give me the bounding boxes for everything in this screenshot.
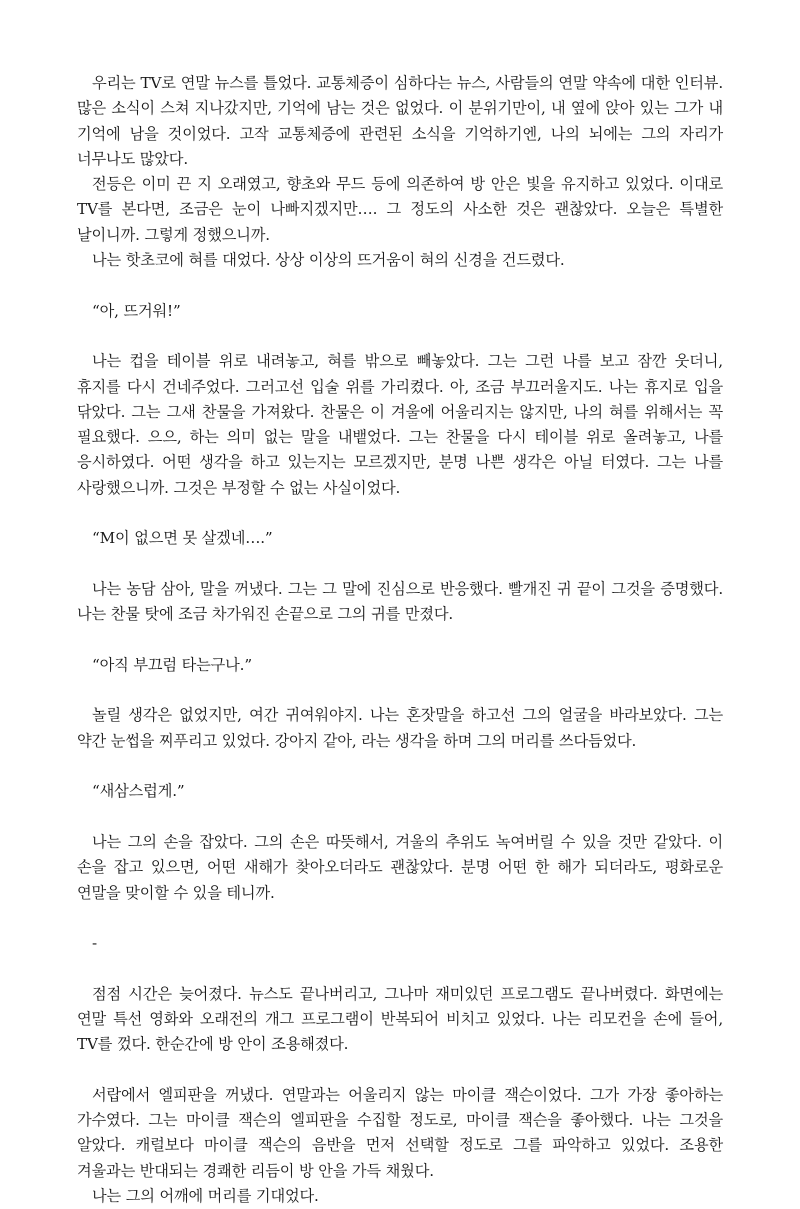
blank-line [77, 1058, 723, 1083]
paragraph-puppy: 놀릴 생각은 없었지만, 여간 귀여워야지. 나는 혼잣말을 하고선 그의 얼굴을 바라보았다. 그는 약간 눈썹을 찌푸리고 있었다. 강아지 같아, 라는 생각을 하며 그의 머리를 쓰다듬었다. [77, 706, 723, 750]
paragraph-lp-record: 서랍에서 엘피판을 꺼냈다. 연말과는 어울리지 않는 마이클 잭슨이었다. 그가 가장 좋아하는 가수였다. 그는 마이클 잭슨의 엘피판을 수집할 정도로, 마이클 잭슨을 좋아했다. 나는 그것을 알았다. 캐럴보다 마이클 잭슨의 음반을 먼저 선택할 정도로 그를 파악하고 있었다. 조용한 겨울과는 반대되는 경쾌한 리듬이 방 안을 가득 채웠다. [77, 1085, 723, 1180]
dialogue-hot: “아, 뜨거워!” [92, 301, 181, 320]
paragraph-shoulder: 나는 그의 어깨에 머리를 기대었다. [92, 1187, 319, 1206]
dialogue-suddenly: “새삼스럽게.” [92, 782, 185, 801]
blank-line [77, 956, 723, 981]
blank-line [77, 754, 723, 779]
blank-line [77, 501, 723, 526]
paragraph-candle-light: 전등은 이미 끈 지 오래였고, 향초와 무드 등에 의존하여 방 안은 빛을 유지하고 있었다. 이대로 TV를 본다면, 조금은 눈이 나빠지겠지만…. 그 정도의 사소한 것은 괜찮았다. 오늘은 특별한 날이니까. 그렇게 정했으니까. [77, 175, 723, 244]
paragraph-cold-water: 나는 컵을 테이블 위로 내려놓고, 혀를 밖으로 빼놓았다. 그는 그런 나를 보고 잠깐 웃더니, 휴지를 다시 건네주었다. 그러고선 입술 위를 가리켰다. 아, 조금 부끄러울지도. 나는 휴지로 입을 닦았다. 그는 그새 찬물을 가져왔다. 찬물은 이 겨울에 어울리지는 않지만, 나의 혀를 위해서는 꼭 필요했다. 으으, 하는 의미 없는 말을 내뱉었다. 그는 찬물을 다시 테이블 위로 올려놓고, 나를 응시하였다. 어떤 생각을 하고 있는지는 모르겠지만, 분명 나쁜 생각은 아닐 터였다. 그는 나를 사랑했으니까. 그것은 부정할 수 없는 사실이었다. [77, 352, 723, 497]
paragraph-hot-chocolate: 나는 핫초코에 혀를 대었다. 상상 이상의 뜨거움이 혀의 신경을 건드렸다. [92, 251, 565, 270]
blank-line [77, 678, 723, 703]
paragraph-tv-news: 우리는 TV로 연말 뉴스를 틀었다. 교통체증이 심하다는 뉴스, 사람들의 연말 약속에 대한 인터뷰. 많은 소식이 스쳐 지나갔지만, 기억에 남는 것은 없었다. 이 분위기만이, 내 옆에 앉아 있는 그가 내 기억에 남을 것이었다. 고작 교통체증에 관련된 소식을 기억하기엔, 나의 뇌에는 그의 자리가 너무나도 많았다. [77, 74, 723, 168]
blank-line [77, 628, 723, 653]
blank-line [77, 324, 723, 349]
dialogue-shy: “아직 부끄럼 타는구나.” [92, 655, 252, 674]
blank-line [77, 805, 723, 830]
paragraph-red-ears: 나는 농담 삼아, 말을 꺼냈다. 그는 그 말에 진심으로 반응했다. 빨개진 귀 끝이 그것을 증명했다. 나는 찬물 탓에 조금 차가워진 손끝으로 그의 귀를 만졌다. [77, 579, 723, 624]
paragraph-warm-hand: 나는 그의 손을 잡았다. 그의 손은 따뜻해서, 겨울의 추위도 녹여버릴 수 있을 것만 같았다. 이 손을 잡고 있으면, 어떤 새해가 찾아오더라도 괜찮았다. 분명 어떤 한 해가 되더라도, 평화로운 연말을 맞이할 수 있을 테니까. [77, 832, 723, 902]
blank-line [77, 552, 723, 577]
blank-line [77, 273, 723, 298]
section-divider: - [92, 934, 97, 953]
dialogue-cant-live: “M이 없으면 못 살겠네….” [92, 529, 273, 548]
paragraph-tv-off: 점점 시간은 늦어졌다. 뉴스도 끝나버리고, 그나마 재미있던 프로그램도 끝나버렸다. 화면에는 연말 특선 영화와 오래전의 개그 프로그램이 반복되어 비치고 있었다. 나는 리모컨을 손에 들어, TV를 껐다. 한순간에 방 안이 조용해졌다. [77, 984, 723, 1054]
blank-line [77, 906, 723, 931]
